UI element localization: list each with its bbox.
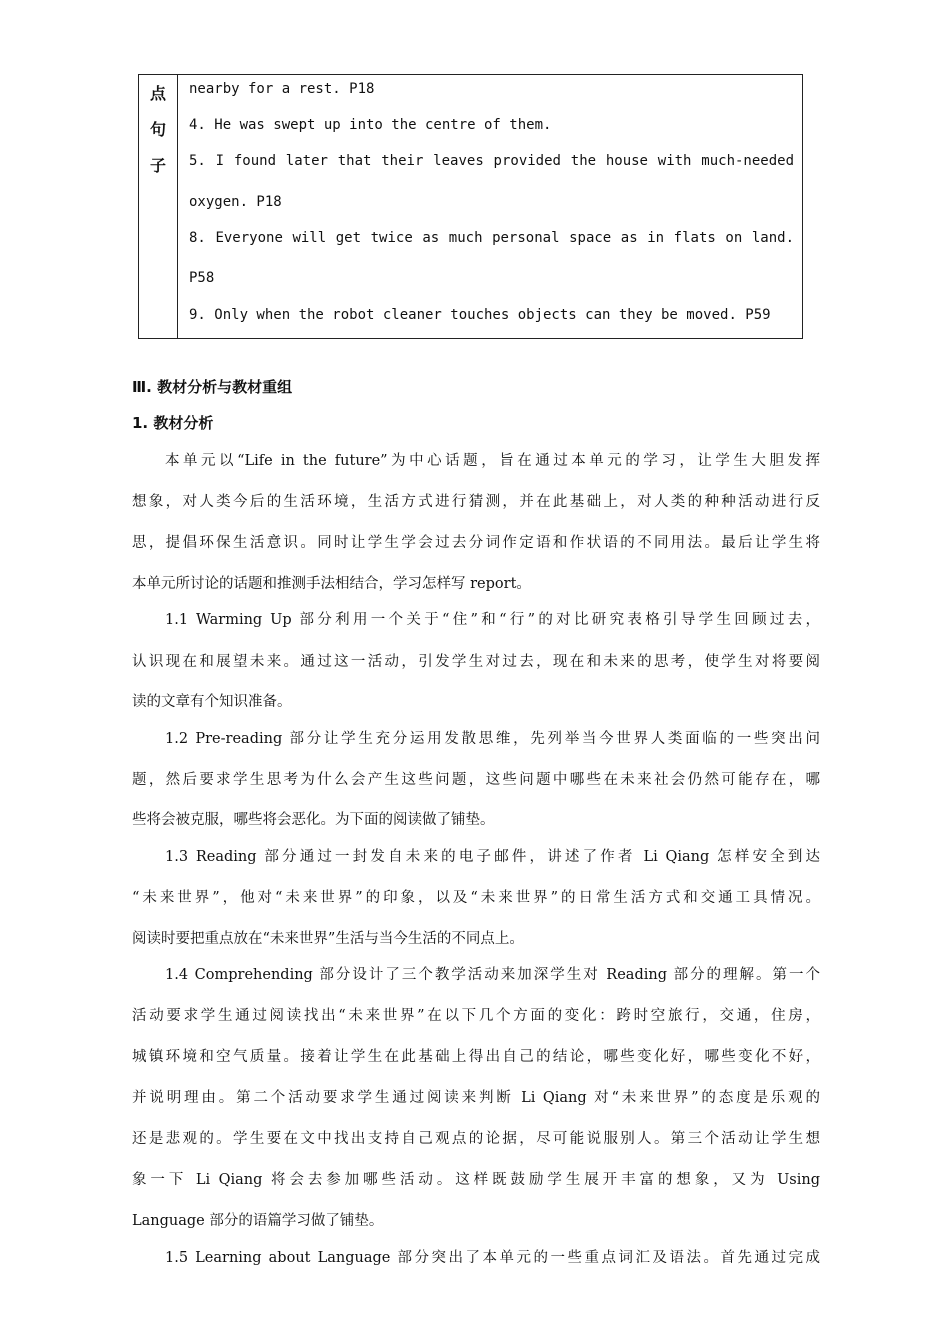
paragraph-line: 本单元以“Life in the future”为中心话题，旨在通过本单元的学习，让学生大胆发挥: [165, 453, 820, 469]
table-line: 4. He was swept up into the centre of them.: [189, 117, 552, 133]
table-side-header: [139, 75, 178, 338]
table-line: oxygen. P18: [189, 194, 282, 210]
paragraph-line: 认识现在和展望未来。通过这一活动，引发学生对过去，现在和未来的思考，使学生对将要阅: [132, 654, 820, 670]
paragraph-line: 1.2 Pre-reading 部分让学生充分运用发散思维，先列举当今世界人类面临的一些突出问: [165, 731, 820, 747]
paragraph-line: 本单元所讨论的话题和推测手法相结合，学习怎样写 report。: [132, 576, 531, 592]
paragraph-line: 1.5 Learning about Language 部分突出了本单元的一些重点词汇及语法。首先通过完成: [165, 1250, 820, 1266]
paragraph-line: Language 部分的语篇学习做了铺垫。: [132, 1213, 384, 1229]
table-line: P58: [189, 270, 215, 286]
paragraph-line: 些将会被克服，哪些将会恶化。为下面的阅读做了铺垫。: [132, 812, 495, 828]
paragraph-line: 还是悲观的。学生要在文中找出支持自己观点的论据，尽可能说服别人。第三个活动让学生想: [132, 1131, 820, 1147]
paragraph-line: 题，然后要求学生思考为什么会产生这些问题，这些问题中哪些在未来社会仍然可能存在，哪: [132, 772, 820, 788]
table-line: 9. Only when the robot cleaner touches objects can they be moved. P59: [189, 307, 771, 323]
paragraph-line: 读的文章有个知识准备。: [132, 694, 292, 710]
side-char: 子: [149, 156, 166, 175]
paragraph-line: “未来世界”，他对“未来世界”的印象，以及“未来世界”的日常生活方式和交通工具情况。: [132, 890, 820, 906]
paragraph-line: 阅读时要把重点放在“未来世界”生活与当今生活的不同点上。: [132, 931, 524, 947]
paragraph-line: 活动要求学生通过阅读找出“未来世界”在以下几个方面的变化：跨时空旅行，交通，住房，: [132, 1008, 820, 1024]
paragraph-line: 想象，对人类今后的生活环境，生活方式进行猜测，并在此基础上，对人类的种种活动进行反: [132, 494, 820, 510]
paragraph-line: 并说明理由。第二个活动要求学生通过阅读来判断 Li Qiang 对“未来世界”的态度是乐观的: [132, 1090, 820, 1106]
paragraph-line: 思，提倡环保生活意识。同时让学生学会过去分词作定语和作状语的不同用法。最后让学生将: [132, 535, 820, 551]
paragraph-line: 城镇环境和空气质量。接着让学生在此基础上得出自己的结论，哪些变化好，哪些变化不好，: [132, 1049, 820, 1065]
table-line: 5. I found later that their leaves provided the house with much-needed: [189, 153, 794, 169]
table-line: nearby for a rest. P18: [189, 81, 375, 97]
table-line: 8. Everyone will get twice as much personal space as in flats on land.: [189, 230, 794, 246]
paragraph-line: 象一下 Li Qiang 将会去参加哪些活动。这样既鼓励学生展开丰富的想象，又为 Using: [132, 1172, 820, 1188]
paragraph-line: 1.4 Comprehending 部分设计了三个教学活动来加深学生对 Reading 部分的理解。第一个: [165, 967, 820, 983]
key-sentences-table: [138, 74, 803, 339]
section-title: Ⅲ. 教材分析与教材重组: [132, 378, 293, 396]
paragraph-line: 1.3 Reading 部分通过一封发自未来的电子邮件，讲述了作者 Li Qiang 怎样安全到达: [165, 849, 820, 865]
side-char: 点: [149, 84, 166, 103]
subsection-title: 1. 教材分析: [132, 414, 214, 432]
side-char: 句: [149, 120, 166, 139]
paragraph-line: 1.1 Warming Up 部分利用一个关于“住”和“行”的对比研究表格引导学生回顾过去，: [165, 612, 820, 628]
